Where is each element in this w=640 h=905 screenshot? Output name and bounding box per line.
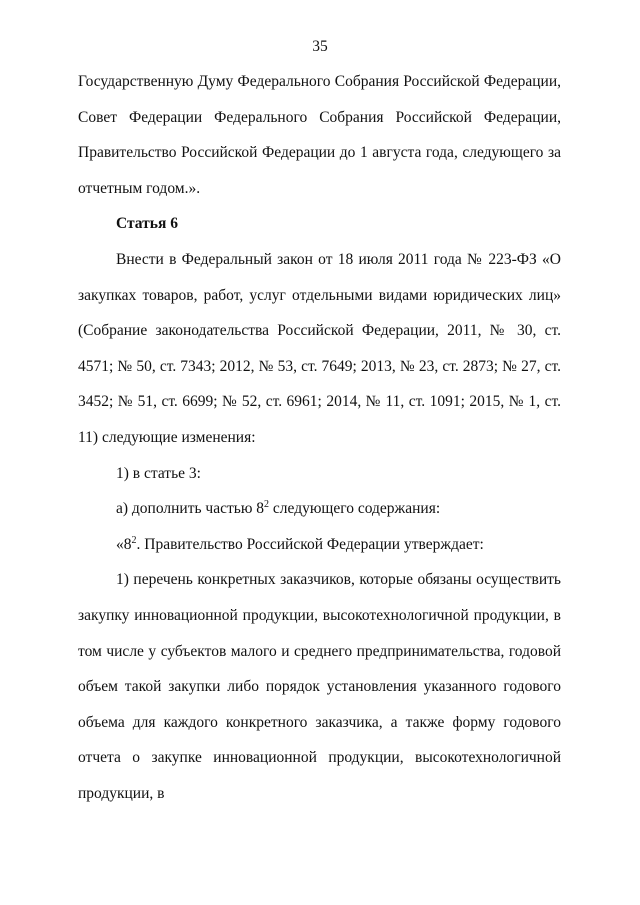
part-8-2-text-after: . Правительство Российской Федерации утверждает: [136,535,484,553]
item-a-text-before: а) дополнить частью 8 [116,500,265,518]
article-heading: Статья 6 [116,215,178,233]
paragraph-part-8-2 [78,527,561,563]
paragraph-continuation: Государственную Думу Федерального Собрания Российской Федерации, Совет Федерации Федерального Собрания Российской Федерации, Правительство Российской Федерации до 1 августа года, следующего за отчетным годом.». [78,73,561,197]
part-8-2-superscript: 2 [131,534,137,546]
paragraph-amendment-intro: Внести в Федеральный закон от 18 июля 2011 года № 223-ФЗ «О закупках товаров, работ, услуг отдельными видами юридических лиц» (Собрание законодательства Российской Федерации, 2011, № 30, ст. 4571; № 50, ст. 7343; 2012, № 53, ст. 7649; 2013, № 23, ст. 2873; № 27, ст. 3452; № 51, ст. 6699; № 52, ст. 6961; 2014, № 11, ст. 1091; 2015, № 1, ст. 11) следующие изменения: [78,250,561,446]
page-number: 35 [312,38,328,55]
paragraph-item-1: 1) в статье 3: [116,464,201,482]
paragraph-subitem-1: 1) перечень конкретных заказчиков, которые обязаны осуществить закупку инновационной продукции, высокотехнологичной продукции, в том числе у субъектов малого и среднего предпринимательства, годовой объем такой закупки либо порядок установления указанного годового объема для каждого конкретного заказчика, а также форму годового отчета о закупке инновационной продукции, высокотехнологичной продукции, в [78,571,561,802]
item-a-superscript: 2 [264,499,270,511]
item-a-text-after: следующего содержания: [269,500,441,518]
paragraph-item-a [78,491,561,527]
document-body [78,64,561,811]
part-8-2-text-before: «8 [116,535,132,553]
